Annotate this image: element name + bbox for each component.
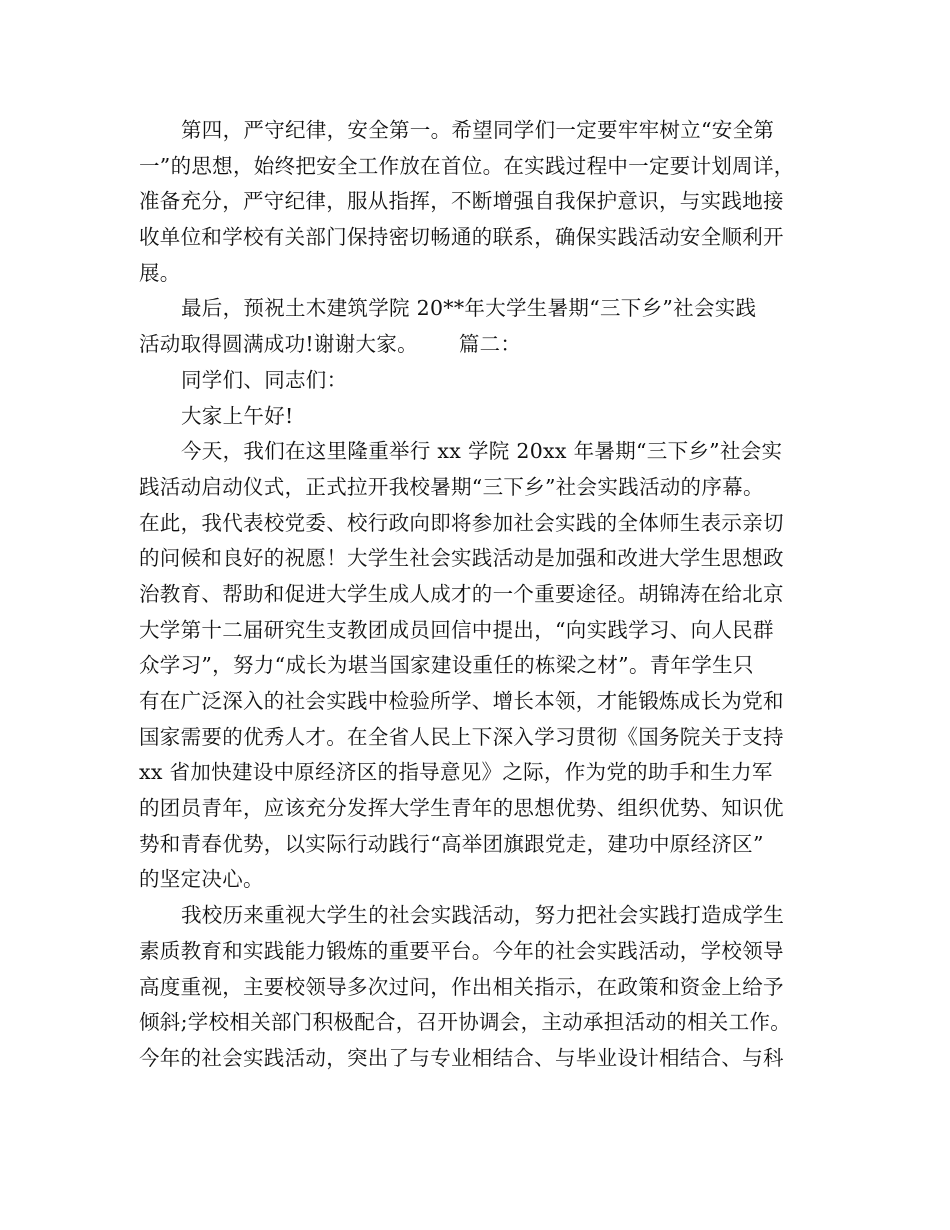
text-line: 大家上午好!	[181, 403, 294, 428]
text-line: 有在广泛深入的社会实践中检验所学、增长本领，才能锻炼成长为党和	[139, 689, 784, 713]
text-line: 的坚定决心。	[139, 867, 264, 892]
text-line: 同学们、同志们：	[181, 367, 348, 392]
text-line: 今天，我们在这里隆重举行 xx 学院 20xx 年暑期“三下乡”社会实	[181, 439, 783, 464]
text-line: 第四，严守纪律，安全第一。希望同学们一定要牢牢树立“安全第	[181, 118, 775, 142]
text-line: 一”的思想，始终把安全工作放在首位。在实践过程中一定要计划周详，	[139, 153, 795, 178]
text-line: 国家需要的优秀人才。在全省人民上下深入学习贯彻《国务院关于支持	[139, 724, 784, 749]
text-line: 倾斜;学校相关部门积极配合，召开协调会，主动承担活动的相关工作。	[139, 1010, 792, 1035]
text-line: 在此，我代表校党委、校行政向即将参加社会实践的全体师生表示亲切	[139, 510, 784, 535]
text-line: 众学习”，努力“成长为堪当国家建设重任的栋梁之材”。青年学生只	[139, 653, 754, 678]
text-line: 的问候和良好的祝愿！大学生社会实践活动是加强和改进大学生思想政	[139, 546, 784, 571]
text-line: 展。	[139, 260, 181, 285]
text-line: 大学第十二届研究生支教团成员回信中提出，“向实践学习、向人民群	[139, 617, 774, 642]
text-line: 践活动启动仪式，正式拉开我校暑期“三下乡”社会实践活动的序幕。	[139, 474, 764, 499]
text-line: 高度重视，主要校领导多次过问，作出相关指示，在政策和资金上给予	[139, 974, 784, 999]
text-line: 我校历来重视大学生的社会实践活动，努力把社会实践打造成学生	[181, 903, 785, 928]
text-line: 今年的社会实践活动，突出了与专业相结合、与毕业设计相结合、与科	[139, 1045, 784, 1070]
text-line: 最后，预祝土木建筑学院 20**年大学生暑期“三下乡”社会实践	[181, 296, 757, 321]
body-text	[139, 113, 839, 1077]
text-line: xx 省加快建设中原经济区的指导意见》之际，作为党的助手和生力军	[139, 760, 773, 785]
text-line: 的团员青年，应该充分发挥大学生青年的思想优势、组织优势、知识优	[139, 796, 784, 821]
text-line: 势和青春优势，以实际行动践行“高举团旗跟党走，建功中原经济区”	[139, 831, 764, 856]
text-line: 准备充分，严守纪律，服从指挥，不断增强自我保护意识，与实践地接	[139, 189, 784, 214]
text-line: 收单位和学校有关部门保持密切畅通的联系，确保实践活动安全顺利开	[139, 225, 784, 250]
text-line: 活动取得圆满成功!谢谢大家。 篇二：	[139, 332, 522, 357]
text-line: 素质教育和实践能力锻炼的重要平台。今年的社会实践活动，学校领导	[139, 938, 784, 963]
text-line: 治教育、帮助和促进大学生成人成才的一个重要途径。胡锦涛在给北京	[139, 581, 784, 606]
